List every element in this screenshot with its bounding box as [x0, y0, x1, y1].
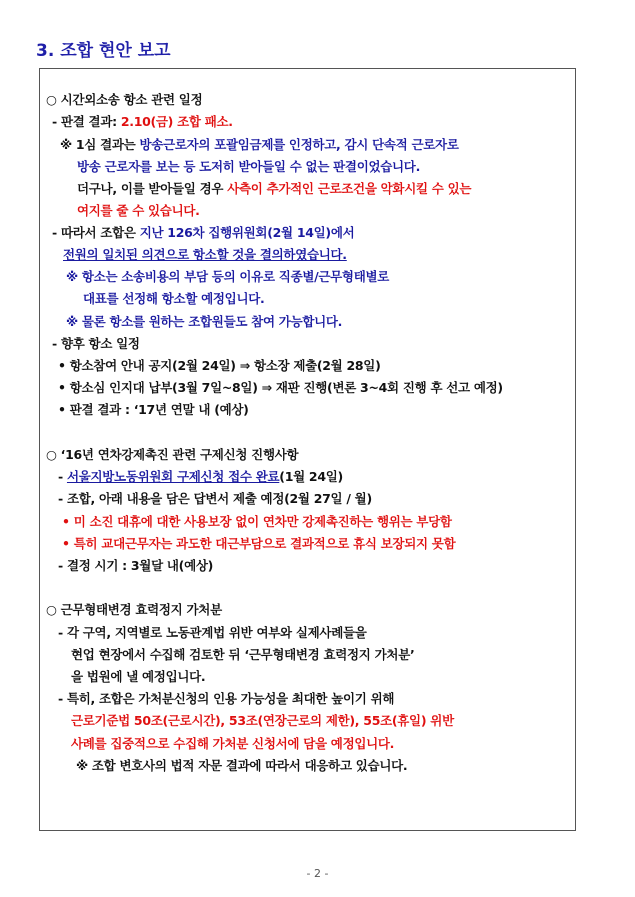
- schedule-heading: - 향후 항소 일정: [52, 336, 140, 351]
- note1-line3: [77, 180, 471, 197]
- schedule-item-2: • 항소심 인지대 납부(3월 7일~8일) ⇒ 재판 진행(변론 3~4회 진행 후 선고 예정): [58, 380, 503, 395]
- section3-p2-line3: 사례를 집중적으로 수집해 가처분 신청서에 담을 예정입니다.: [71, 736, 395, 751]
- verdict-date: 2.10(금) 조합 패소.: [120, 114, 233, 129]
- section2-item1-link: 서울지방노동위원회 구제신청 접수 완료: [66, 469, 280, 484]
- section2-item2: - 조합, 아래 내용을 담은 답변서 제출 예정(2월 27일 / 월): [58, 491, 372, 506]
- note1-line2: 방송 근로자를 보는 등 도저히 받아들일 수 없는 판결이었습니다.: [77, 159, 421, 174]
- note3: ※ 물론 항소를 원하는 조합원들도 참여 가능합니다.: [66, 314, 343, 329]
- section-title: 3. 조합 현안 보고: [36, 41, 171, 61]
- section2-item1-prefix: -: [58, 469, 67, 484]
- section2-item5: - 결정 시기 : 3월달 내(예상): [58, 558, 214, 573]
- verdict-prefix: - 판결 결과:: [52, 114, 121, 129]
- union-prefix: - 따라서 조합은: [52, 225, 140, 240]
- note1-line3-prefix: 더구나, 이를 받아들일 경우: [77, 181, 228, 196]
- note1-line3-red: 사측이 추가적인 근로조건을 악화시킬 수 있는: [227, 181, 472, 196]
- schedule-item-1: • 항소참여 안내 공지(2월 24일) ⇒ 항소장 제출(2월 28일): [58, 358, 381, 373]
- note1-prefix: ※ 1심 결과는: [60, 137, 140, 152]
- section3-p1-line2: 현업 현장에서 수집해 검토한 뒤 ‘근무형태변경 효력정지 가처분’: [71, 647, 415, 662]
- section3-p1-line1: - 각 구역, 지역별로 노동관계법 위반 여부와 실제사례들을: [58, 625, 367, 640]
- section2-item4: • 특히 교대근무자는 과도한 대근부담으로 결과적으로 휴식 보장되지 못함: [62, 536, 456, 551]
- section3-heading: ○ 근무형태변경 효력정지 가처분: [46, 602, 222, 617]
- note2-line1: ※ 항소는 소송비용의 부담 등의 이유로 직종별/근무형태별로: [66, 269, 390, 284]
- section2-heading: ○ ‘16년 연차강제촉진 관련 구제신청 진행사항: [46, 447, 299, 462]
- note1-line1: [60, 136, 459, 153]
- union-meeting: 지난 126차 집행위원회(2월 14일)에서: [139, 225, 355, 240]
- section3-p2-line2: 근로기준법 50조(근로시간), 53조(연장근로의 제한), 55조(휴일) 위반: [71, 713, 454, 728]
- note1-line4: 여지를 줄 수 있습니다.: [77, 203, 200, 218]
- union-line1: [52, 224, 354, 241]
- page-number: - 2 -: [306, 867, 329, 880]
- note1-text: 방송근로자의 포괄임금제를 인정하고, 감시 단속적 근로자로: [139, 137, 459, 152]
- note2-line2: 대표를 선정해 항소할 예정입니다.: [83, 291, 265, 306]
- section3-p2-line1: - 특히, 조합은 가처분신청의 인용 가능성을 최대한 높이기 위해: [58, 691, 395, 706]
- section2-item3: • 미 소진 대휴에 대한 사용보장 없이 연차만 강제촉진하는 행위는 부당함: [62, 514, 452, 529]
- section1-heading: ○ 시간외소송 항소 관련 일정: [46, 92, 203, 107]
- section3-note: ※ 조합 변호사의 법적 자문 결과에 따라서 대응하고 있습니다.: [76, 758, 408, 773]
- verdict-line: [52, 113, 233, 130]
- section3-p1-line3: 을 법원에 낼 예정입니다.: [71, 669, 206, 684]
- section2-item1: [58, 468, 343, 485]
- schedule-item-3: • 판결 결과 : ‘17년 연말 내 (예상): [58, 402, 249, 417]
- union-line2: 전원의 일치된 의견으로 항소할 것을 결의하였습니다.: [63, 247, 347, 262]
- section2-item1-suffix: (1월 24일): [279, 469, 343, 484]
